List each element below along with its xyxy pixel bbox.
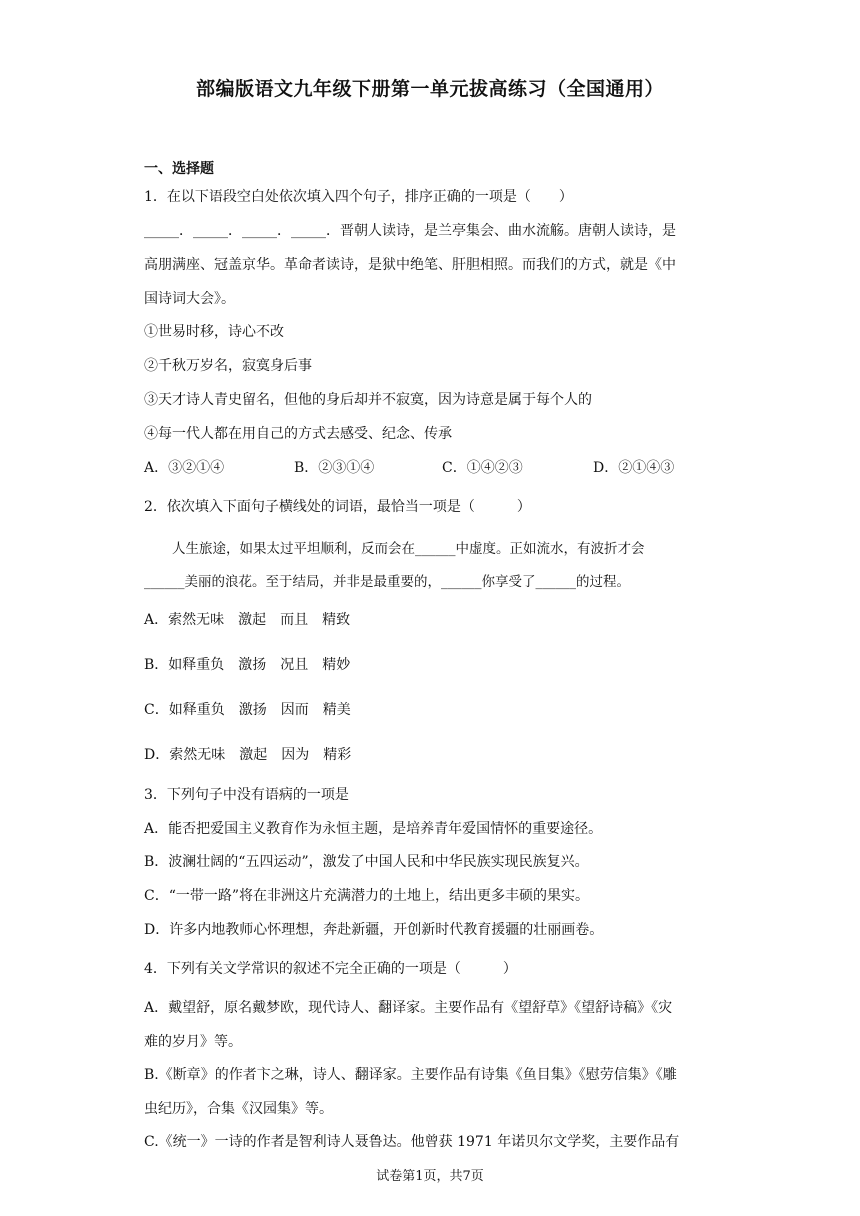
option-a[interactable]: A．③②①④: [144, 460, 225, 476]
question-1-item: ①世易时移，诗心不改: [144, 324, 284, 340]
question-3-stem: 3．下列句子中没有语病的一项是: [144, 787, 349, 803]
option-c[interactable]: C．如释重负 激扬 因而 精美: [144, 702, 351, 718]
question-1-item: ④每一代人都在用自己的方式去感受、纪念、传承: [144, 426, 452, 442]
question-2-passage-line: 人生旅途，如果太过平坦顺利，反而会在______中虚度。正如流水，有波折才会: [172, 541, 645, 557]
page-title: 部编版语文九年级下册第一单元拔高练习（全国通用）: [195, 78, 664, 100]
option-b-continued: 虫纪历》，合集《汉园集》等。: [144, 1101, 333, 1117]
option-a[interactable]: A．能否把爱国主义教育作为永恒主题，是培养青年爱国情怀的重要途径。: [144, 821, 603, 837]
question-1-passage-line: 高朋满座、冠盖京华。革命者读诗，是狱中绝笔、肝胆相照。而我们的方式，就是《中: [144, 257, 676, 273]
option-d[interactable]: D．索然无味 激起 因为 精彩: [144, 747, 352, 763]
option-d[interactable]: D．②①④③: [593, 460, 675, 476]
option-a[interactable]: A．索然无味 激起 而且 精致: [144, 612, 351, 628]
option-b[interactable]: B.《断章》的作者卞之琳，诗人、翻译家。主要作品有诗集《鱼目集》《慰劳信集》《雕: [144, 1067, 677, 1083]
question-1-stem: 1．在以下语段空白处依次填入四个句子，排序正确的一项是（ ）: [144, 189, 573, 205]
question-4-stem: 4．下列有关文学常识的叙述不完全正确的一项是（ ）: [144, 961, 517, 977]
option-c[interactable]: C.《统一》一诗的作者是智利诗人聂鲁达。他曾获 1971 年诺贝尔文学奖，主要作品有: [144, 1134, 680, 1150]
question-2-passage-line: ______美丽的浪花。至于结局，并非是最重要的，______你享受了______的过程。: [144, 574, 630, 590]
question-2-stem: 2．依次填入下面句子横线处的词语，最恰当一项是（ ）: [144, 499, 531, 515]
option-c[interactable]: C．①④②③: [442, 460, 523, 476]
option-b[interactable]: B．②③①④: [294, 460, 375, 476]
question-1-passage-line: 国诗词大会》。: [144, 291, 235, 307]
option-a-continued: 难的岁月》等。: [144, 1034, 242, 1050]
option-b[interactable]: B．如释重负 激扬 况且 精妙: [144, 657, 351, 673]
option-b[interactable]: B．波澜壮阔的“五四运动”，激发了中国人民和中华民族实现民族复兴。: [144, 854, 589, 870]
question-1-item: ②千秋万岁名，寂寞身后事: [144, 358, 312, 374]
section-heading: 一、选择题: [144, 161, 214, 177]
question-1-options: [144, 457, 724, 477]
question-1-passage-line: _____．_____．_____．_____．晋朝人读诗，是兰亭集会、曲水流觞。唐朝人读诗，是: [144, 223, 676, 239]
page-footer: 试卷第1页，共7页: [376, 1169, 484, 1184]
option-c[interactable]: C．“一带一路”将在非洲这片充满潜力的土地上，结出更多丰硕的果实。: [144, 888, 590, 904]
question-1-item: ③天才诗人青史留名，但他的身后却并不寂寞，因为诗意是属于每个人的: [144, 392, 592, 408]
option-d[interactable]: D．许多内地教师心怀理想，奔赴新疆，开创新时代教育援疆的壮丽画卷。: [144, 922, 604, 938]
option-a[interactable]: A．戴望舒，原名戴梦欧，现代诗人、翻译家。主要作品有《望舒草》《望舒诗稿》《灾: [144, 1000, 673, 1016]
